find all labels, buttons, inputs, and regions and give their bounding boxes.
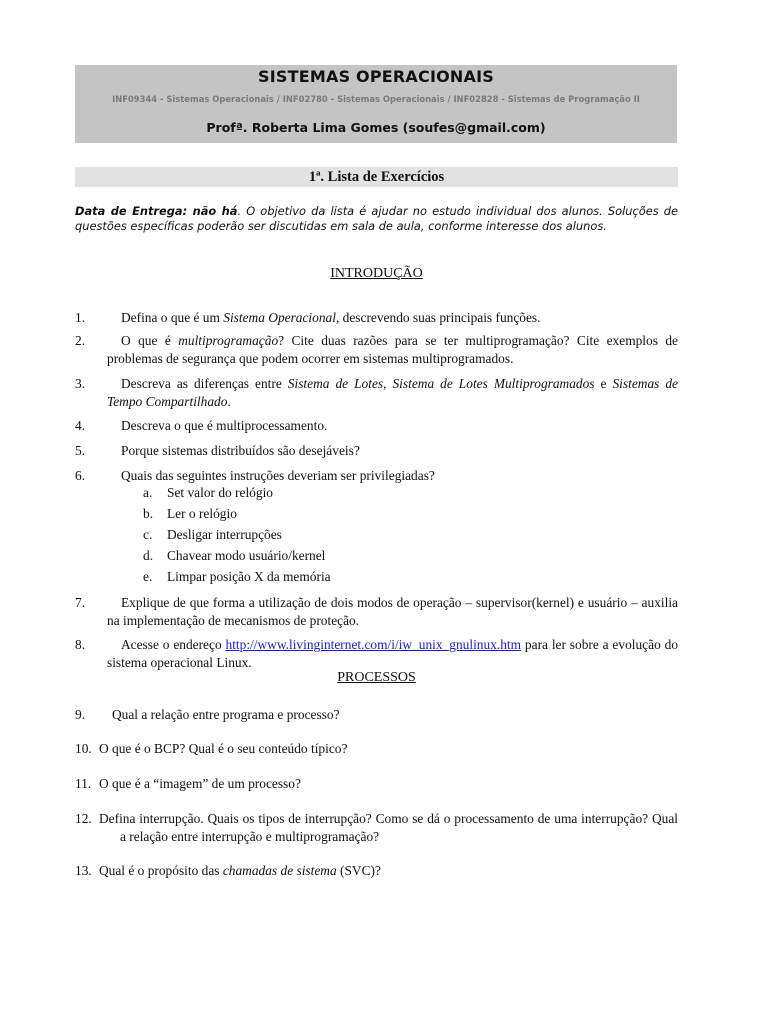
exercise-list-title: 1ª. Lista de Exercícios [75,167,678,187]
intro-paragraph [75,204,678,233]
question-13: 13. Qual é o propósito das chamadas de sistema (SVC)? [75,863,381,878]
section-heading-introduction: INTRODUÇÃO [330,266,423,281]
professor-info: Profª. Roberta Lima Gomes (soufes@gmail.com) [206,120,546,135]
question-number: 4. [75,418,86,433]
question-number: 5. [75,443,86,458]
question-number: 13. [75,863,92,878]
due-date-label: Data de Entrega: não há [75,204,238,218]
question-number: 12. [75,811,92,826]
question-number: 3. [75,376,86,391]
intro-text: . O objetivo da lista é ajudar no estudo individual dos alunos. Soluções de questões específicas poderão ser discutidas em sala de aula, conforme interesse dos alunos. [75,204,678,233]
question-2: 2. O que é multiprogramação? Cite duas razões para se ter multiprogramação? Cite exemplos de problemas de segurança que podem ocorrer em sistemas multiprogramados. [75,333,678,366]
question-12: 12. Defina interrupção. Quais os tipos de interrupção? Como se dá o processamento de uma interrupção? Qual a relação entre interrupção e multiprogramação? [75,811,678,844]
course-codes: INF09344 - Sistemas Operacionais / INF02780 - Sistemas Operacionais / INF02828 - Sistemas de Programação II [112,94,640,104]
course-header [75,65,677,143]
list-item: a. Set valor do relógio [143,485,273,500]
question-number: 8. [75,637,86,652]
question-6: 6. Quais das seguintes instruções deveriam ser privilegiadas? [75,468,435,483]
question-1: 1. Defina o que é um Sistema Operacional, descrevendo suas principais funções. [75,310,541,325]
question-8: 8. Acesse o endereço http://www.livinginternet.com/i/iw_unix_gnulinux.htm para ler sobre a evolução do sistema operacional Linux. [75,637,679,670]
list-item: c. Desligar interrupções [143,527,282,542]
question-4: 4. Descreva o que é multiprocessamento. [75,418,328,433]
question-11: 11. O que é a “imagem” de um processo? [75,776,301,791]
term-chamadas-de-sistema: chamadas de sistema [222,863,337,878]
term-sistema-operacional: Sistema Operacional [223,310,336,325]
term-multiprogramacao: multiprogramação [178,333,279,348]
question-5: 5. Porque sistemas distribuídos são desejáveis? [75,443,360,458]
linux-history-link[interactable]: http://www.livinginternet.com/i/iw_unix_gnulinux.htm [225,637,522,652]
question-number: 7. [75,595,86,610]
list-item: b. Ler o relógio [143,506,237,521]
question-number: 6. [75,468,86,483]
question-10: 10. O que é o BCP? Qual é o seu conteúdo típico? [75,741,348,756]
question-number: 9. [75,707,86,722]
question-number: 10. [75,741,92,756]
question-number: 11. [75,776,92,791]
question-number: 2. [75,333,86,348]
question-3: 3. Descreva as diferenças entre Sistema de Lotes, Sistema de Lotes Multiprogramados e Sistemas de Tempo Compartilhado. [75,376,678,409]
section-heading-processes: PROCESSOS [337,670,416,685]
list-item: e. Limpar posição X da memória [143,569,331,584]
question-7: 7. Explique de que forma a utilização de dois modos de operação – supervisor(kernel) e usuário – auxilia na implementação de mecanismos de proteção. [75,595,678,628]
question-9: 9. Qual a relação entre programa e processo? [75,707,340,722]
question-number: 1. [75,310,86,325]
course-title: SISTEMAS OPERACIONAIS [258,67,494,86]
list-item: d. Chavear modo usuário/kernel [143,548,326,563]
